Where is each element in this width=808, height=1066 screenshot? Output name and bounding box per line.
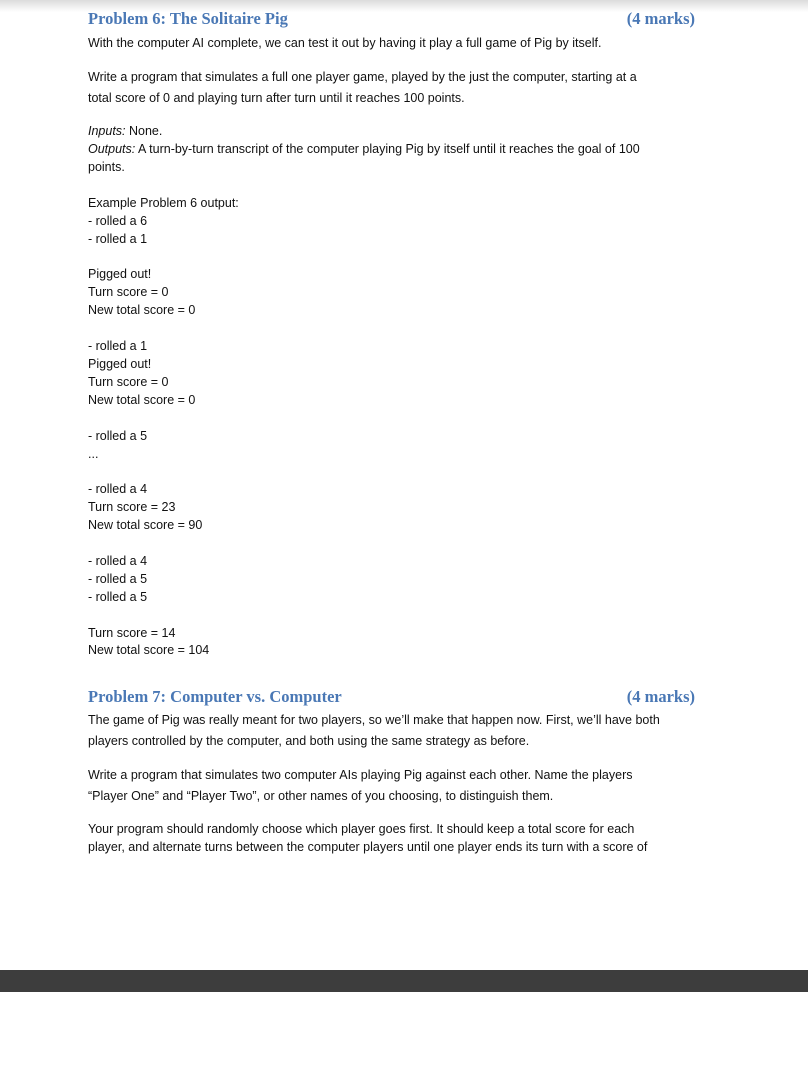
example-line: New total score = 104 [88,643,210,657]
problem-7-para-1-line-1: The game of Pig was really meant for two players, so we’ll make that happen now. First, we’ll have both [88,713,660,727]
problem-6-title: Problem 6: The Solitaire Pig [88,9,288,28]
problem-7-para-2-line-2: “Player One” and “Player Two”, or other names of you choosing, to distinguish them. [88,789,554,803]
example-heading: Example Problem 6 output: [88,196,239,210]
problem-6-outputs-cont: points. [88,160,125,174]
example-line: Pigged out! [88,357,152,371]
problem-7-para-3-line-2: player, and alternate turns between the computer players until one player ends its turn with a score of [88,840,648,854]
example-line: - rolled a 1 [88,339,148,353]
problem-6-task-line-1: Write a program that simulates a full one player game, played by the just the computer, starting at a [88,70,637,84]
problem-7-marks: (4 marks) [626,687,695,706]
outputs-label: Outputs: [88,142,136,156]
example-line: Pigged out! [88,267,152,281]
example-line: Turn score = 23 [88,500,176,514]
example-line: - rolled a 5 [88,590,148,604]
example-line: - rolled a 4 [88,554,148,568]
example-line: New total score = 90 [88,518,203,532]
problem-6-task-line-2: total score of 0 and playing turn after turn until it reaches 100 points. [88,91,465,105]
example-line: New total score = 0 [88,303,196,317]
example-line: - rolled a 4 [88,482,148,496]
page-separator-bar [0,970,808,992]
problem-6-marks: (4 marks) [626,9,695,28]
example-line: Turn score = 0 [88,375,169,389]
example-line: - rolled a 1 [88,232,148,246]
problem-7-title: Problem 7: Computer vs. Computer [88,687,342,706]
inputs-value: None. [125,124,163,138]
problem-7-para-3-line-1: Your program should randomly choose which player goes first. It should keep a total score for each [88,822,635,836]
problem-6-inputs [88,122,162,140]
example-line: Turn score = 0 [88,285,169,299]
problem-6-outputs [88,140,640,158]
problem-6-intro: With the computer AI complete, we can test it out by having it play a full game of Pig by itself. [88,36,602,50]
example-line: - rolled a 5 [88,429,148,443]
outputs-value: A turn-by-turn transcript of the computer playing Pig by itself until it reaches the goal of 100 [135,142,640,156]
example-line: New total score = 0 [88,393,196,407]
example-line: - rolled a 5 [88,572,148,586]
problem-6-heading [88,10,695,28]
problem-7-heading [88,688,695,706]
inputs-label: Inputs: [88,124,126,138]
example-line: - rolled a 6 [88,214,148,228]
problem-7-para-2-line-1: Write a program that simulates two computer AIs playing Pig against each other. Name the players [88,768,633,782]
example-ellipsis: ... [88,447,99,461]
problem-7-para-1-line-2: players controlled by the computer, and both using the same strategy as before. [88,734,530,748]
example-line: Turn score = 14 [88,626,176,640]
